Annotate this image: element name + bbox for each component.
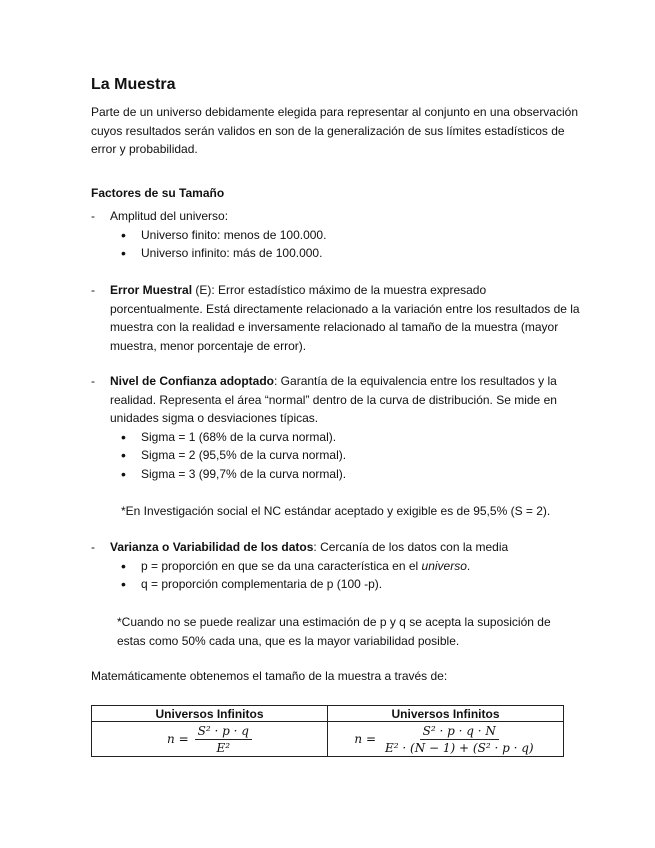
amplitude-bullets — [91, 226, 581, 263]
bullet-p — [121, 557, 581, 576]
factor-variance — [91, 538, 581, 594]
error-text — [110, 281, 581, 355]
list-dash: - — [91, 540, 95, 554]
table-header-row — [92, 706, 564, 722]
formula-cell-1 — [92, 722, 328, 757]
formula-table — [91, 705, 564, 757]
confidence-text — [110, 372, 581, 428]
bullet-q: • q = proporción complementaria de p (100 -p). — [121, 575, 581, 594]
list-dash: - — [91, 374, 95, 388]
formula-1-denominator: E² — [216, 740, 231, 755]
formula-2-fraction — [382, 724, 537, 755]
amplitude-label: Amplitud del universo: — [110, 209, 229, 223]
formula-2-denominator: E² · (N − 1) + (S² · p · q) — [385, 740, 534, 755]
bullet-infinite: • Universo infinito: más de 100.000. — [121, 244, 581, 263]
factor-error — [91, 281, 581, 355]
table-header-col2: Universos Infinitos — [328, 706, 564, 722]
list-dash: - — [91, 283, 95, 297]
error-term: Error Muestral — [110, 283, 193, 297]
factors-heading: Factores de su Tamaño — [91, 186, 225, 200]
confidence-description: : Garantía de la equivalencia entre los resultados y la realidad. Representa el área “normal” dentro de la curva de distribución. Se mide en unidades sigma o desviaciones típicas. — [110, 374, 557, 425]
bullet-sigma-2: • Sigma = 2 (95,5% de la curva normal). — [121, 446, 581, 465]
bullet-p-post: . — [466, 558, 471, 573]
math-intro: Matemáticamente obtenemos el tamaño de la muestra a través de: — [91, 669, 448, 683]
bullet-p-italic: universo — [421, 558, 467, 573]
variance-note: *Cuando no se puede realizar una estimación de p y q se acepta la suposición de estas como 50% cada una, que es la mayor variabilidad posible. — [117, 615, 551, 648]
formula-1-fraction — [195, 724, 252, 755]
error-description: (E): Error estadístico máximo de la muestra expresado porcentualmente. Está directamente relacionado a la variación entre los resultados de la muestra con la realidad e inversamente relacionado al tamaño de la muestra (mayor muestra, menor porcentaje de error). — [110, 283, 580, 353]
sigma-bullets — [91, 428, 581, 484]
factor-amplitude — [91, 207, 581, 263]
table-formula-row — [92, 722, 564, 757]
variance-description: : Cercanía de los datos con la media — [313, 540, 509, 554]
confidence-note: *En Investigación social el NC estándar aceptado y exigible es de 95,5% (S = 2). — [121, 504, 551, 518]
bullet-sigma-1: • Sigma = 1 (68% de la curva normal). — [121, 428, 581, 447]
formula-1-lhs: n = — [167, 732, 189, 746]
confidence-term: Nivel de Confianza adoptado — [110, 374, 275, 388]
bullet-finite: • Universo finito: menos de 100.000. — [121, 226, 581, 245]
list-dash: - — [91, 209, 95, 223]
page-title: La Muestra — [91, 76, 176, 93]
variance-term: Varianza o Variabilidad de los datos — [110, 540, 314, 554]
bullet-p-pre: p = proporción en que se da una característica en el — [141, 558, 422, 573]
formula-2-lhs: n = — [354, 732, 377, 746]
variance-text — [110, 538, 581, 557]
intro-paragraph: Parte de un universo debidamente elegida para representar al conjunto en una observación cuyos resultados serán validos en son de la generalización de sus límites estadísticos de error y probabilidad. — [91, 105, 578, 156]
formula-2 — [354, 724, 536, 755]
formula-1-numerator: S² · p · q — [195, 724, 252, 740]
table-header-col1: Universos Infinitos — [92, 706, 328, 722]
variance-bullets — [91, 557, 581, 594]
formula-2-numerator: S² · p · q · N — [420, 724, 499, 740]
formula-1 — [167, 724, 252, 755]
factor-confidence — [91, 372, 581, 483]
bullet-sigma-3: • Sigma = 3 (99,7% de la curva normal). — [121, 465, 581, 484]
formula-cell-2 — [328, 722, 564, 757]
